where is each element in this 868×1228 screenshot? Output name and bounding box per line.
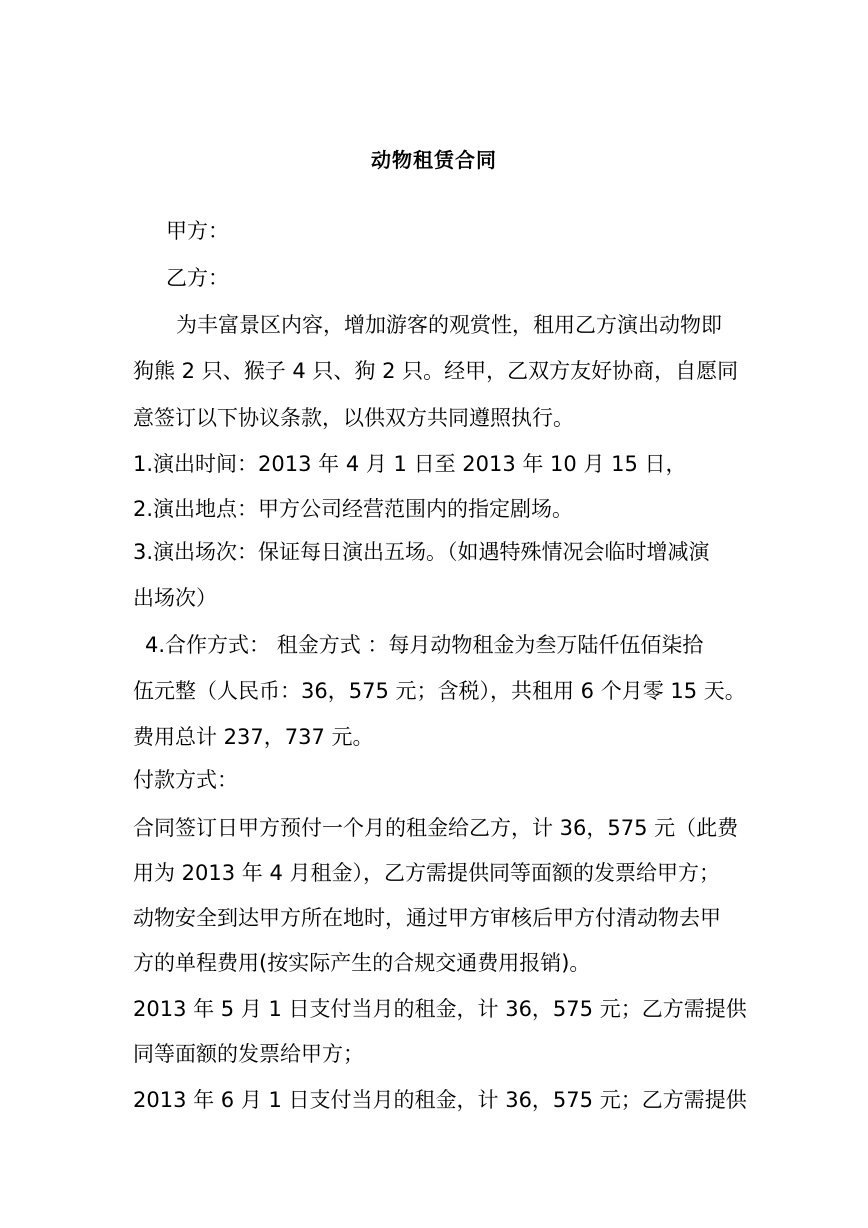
clause-line: 1.演出时间：2013 年 4 月 1 日至 2013 年 10 月 15 日， <box>133 452 687 476</box>
clause-line: 2.演出地点：甲方公司经营范围内的指定剧场。 <box>133 497 574 521</box>
clause-line: 3.演出场次：保证每日演出五场。（如遇特殊情况会临时增减演 <box>133 540 710 564</box>
clause-line: 费用总计 237，737 元。 <box>133 725 374 749</box>
intro-line: 意签订以下协议条款，以供双方共同遵照执行。 <box>133 406 574 430</box>
payment-line: 动物安全到达甲方所在地时，通过甲方审核后甲方付清动物去甲 <box>133 906 721 930</box>
party-a-label: 甲方： <box>166 219 229 243</box>
payment-line: 付款方式： <box>133 768 238 792</box>
intro-line: 为丰富景区内容，增加游客的观赏性，租用乙方演出动物即 <box>176 313 722 337</box>
payment-line: 2013 年 5 月 1 日支付当月的租金，计 36，575 元；乙方需提供 <box>133 997 747 1021</box>
clause-line: 4.合作方式： 租金方式 ：每月动物租金为叁万陆仟伍佰柒拾 <box>145 633 704 657</box>
clause-line: 伍元整（人民币：36，575 元；含税），共租用 6 个月零 15 天。 <box>133 679 746 703</box>
document-title: 动物租赁合同 <box>371 148 497 172</box>
intro-line: 狗熊 2 只、猴子 4 只、狗 2 只。经甲，乙双方友好协商，自愿同 <box>133 359 739 383</box>
clause-line: 出场次） <box>133 586 217 610</box>
payment-line: 合同签订日甲方预付一个月的租金给乙方，计 36，575 元（此费 <box>133 816 739 840</box>
party-b-label: 乙方： <box>166 266 229 290</box>
payment-line: 方的单程费用(按实际产生的合规交通费用报销)。 <box>133 951 591 975</box>
payment-line: 同等面额的发票给甲方； <box>133 1042 364 1066</box>
payment-line: 2013 年 6 月 1 日支付当月的租金，计 36，575 元；乙方需提供 <box>133 1088 747 1112</box>
payment-line: 用为 2013 年 4 月租金），乙方需提供同等面额的发票给甲方； <box>133 861 721 885</box>
